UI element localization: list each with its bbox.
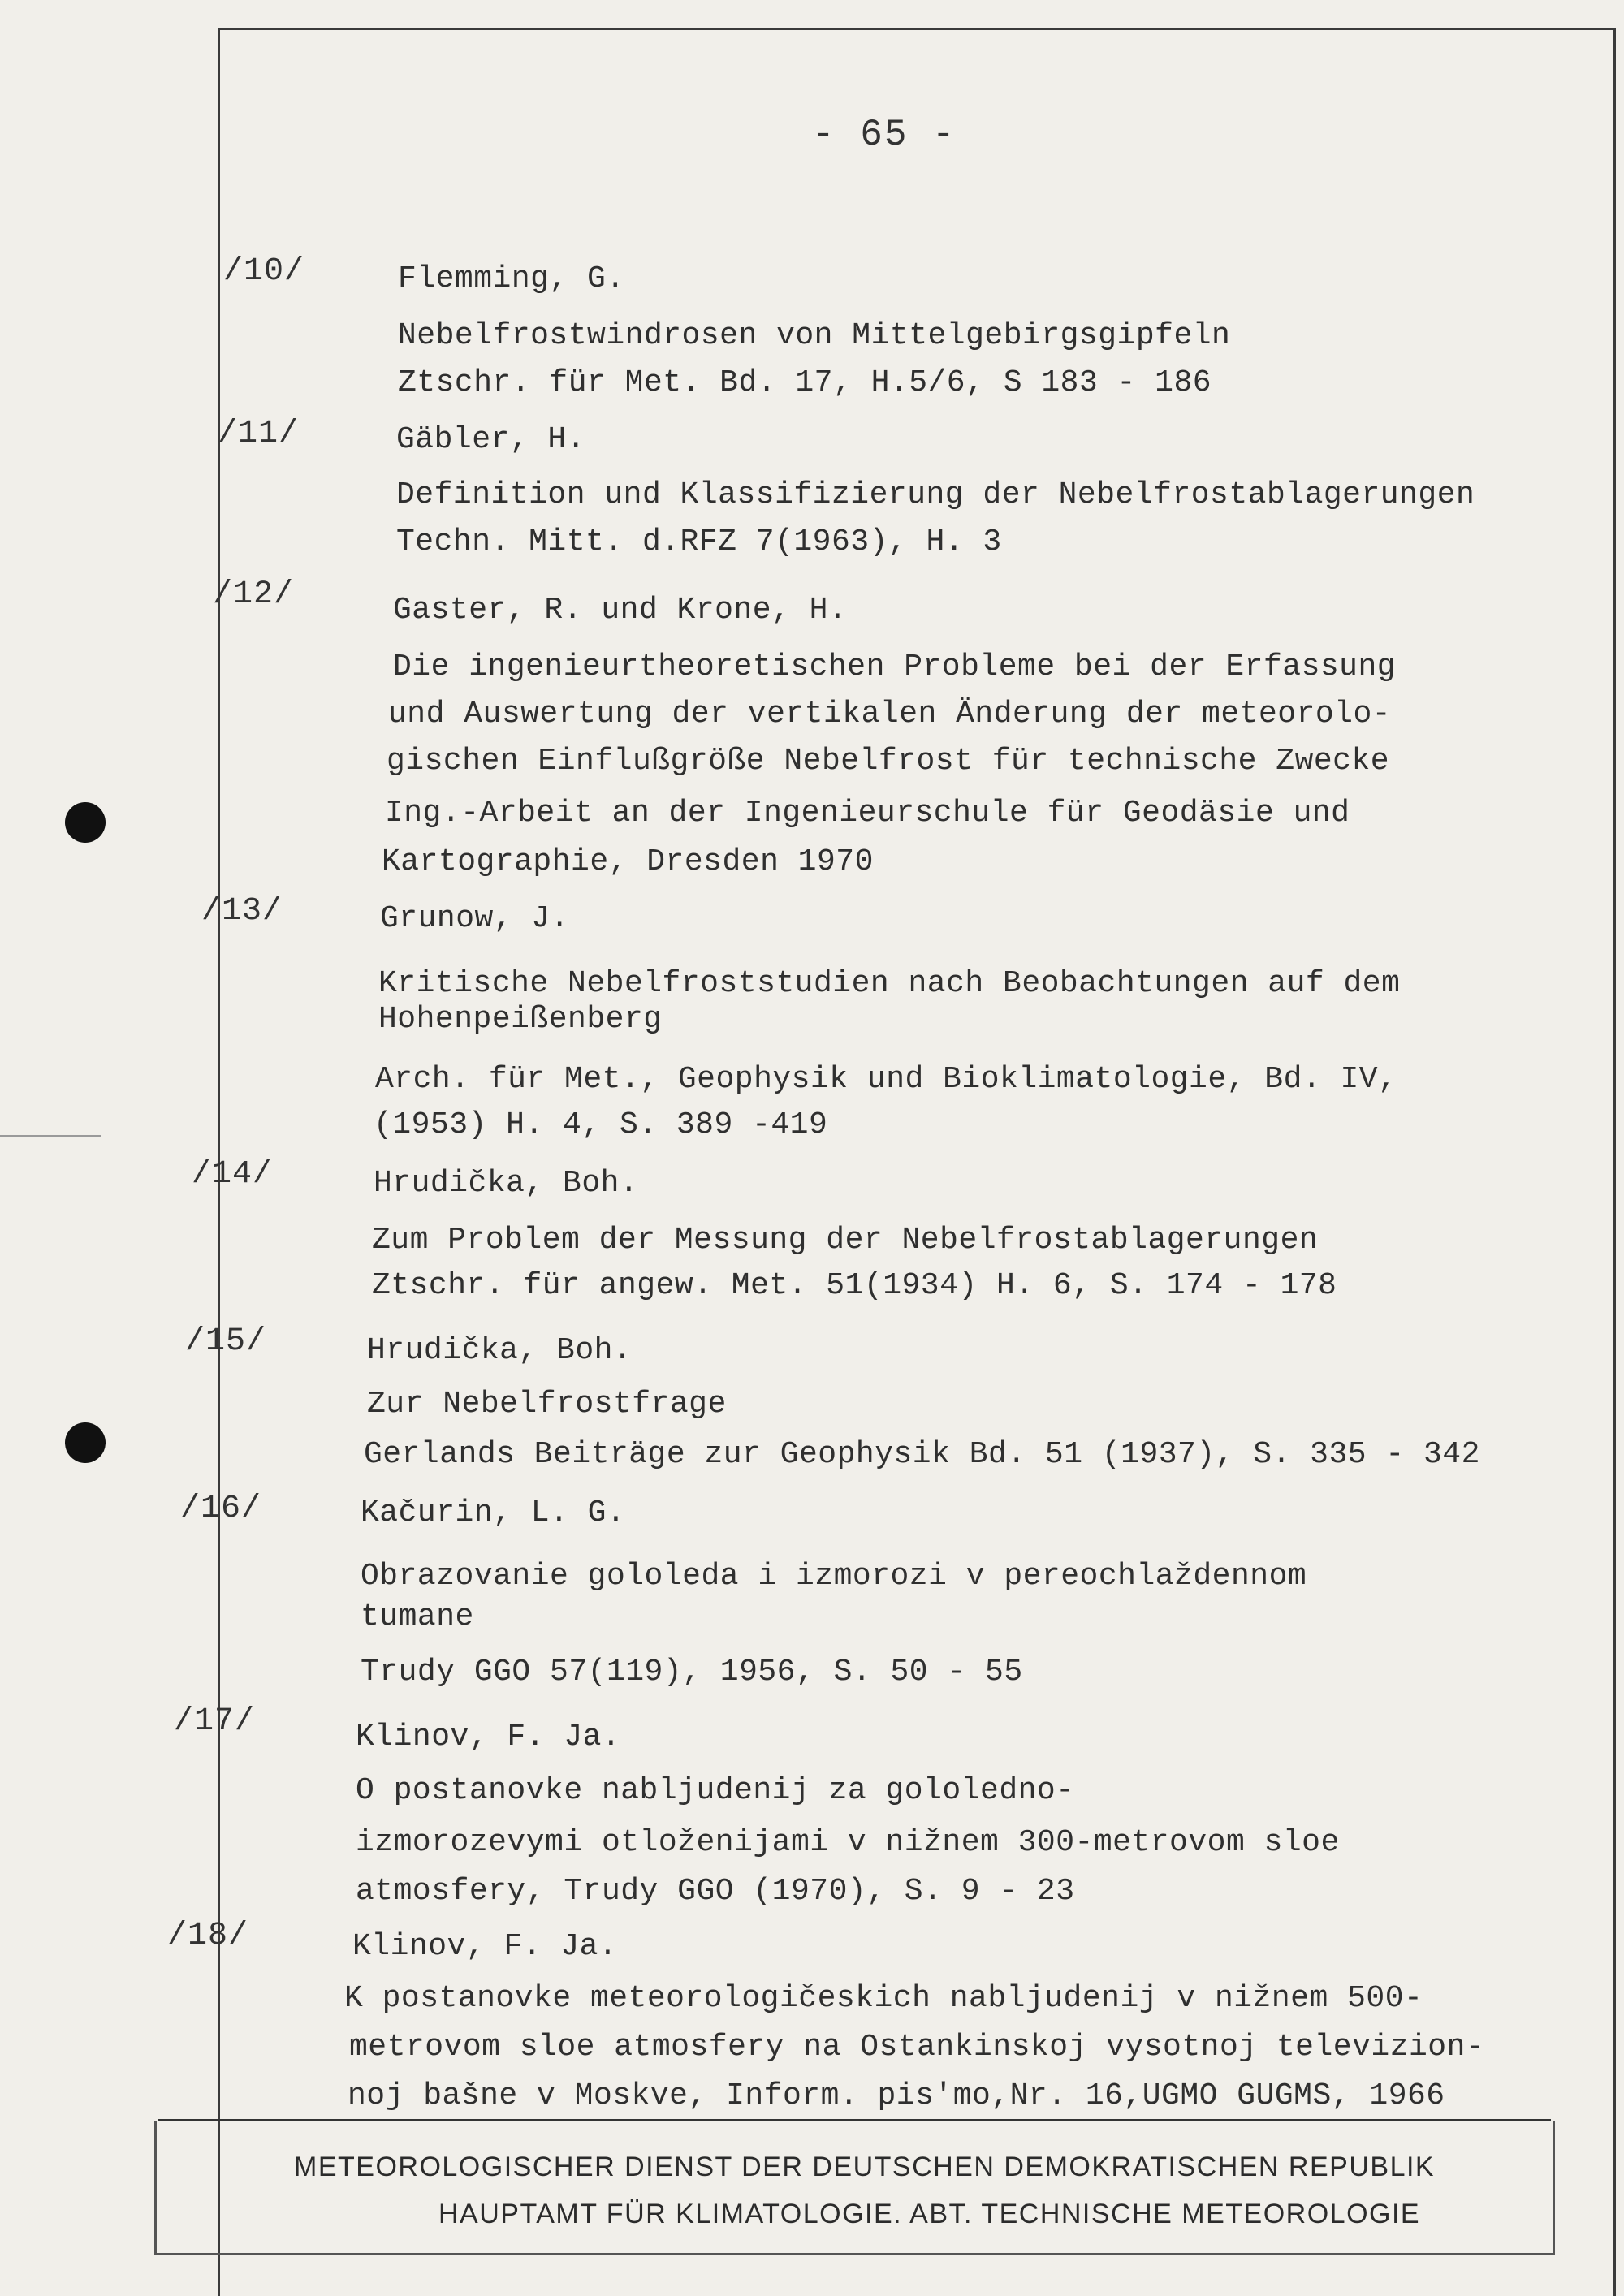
ref-title: tumane bbox=[361, 1599, 474, 1634]
ref-title: und Auswertung der vertikalen Änderung der meteorolo- bbox=[388, 697, 1392, 732]
ref-number: /10/ bbox=[223, 253, 305, 290]
ref-title: Zur Nebelfrostfrage bbox=[367, 1387, 727, 1422]
footer-box bbox=[154, 2121, 1555, 2255]
ref-number: /15/ bbox=[185, 1323, 267, 1360]
ref-author: Klinov, F. Ja. bbox=[352, 1929, 618, 1964]
ref-title: gischen Einflußgröße Nebelfrost für technische Zwecke bbox=[387, 744, 1390, 779]
ref-source: Ing.-Arbeit an der Ingenieurschule für Geodäsie und bbox=[385, 796, 1350, 831]
ref-author: Flemming, G. bbox=[398, 261, 625, 296]
margin-mark bbox=[0, 1135, 102, 1137]
ref-title: Die ingenieurtheoretischen Probleme bei der Erfassung bbox=[393, 650, 1397, 684]
ref-source: atmosfery, Trudy GGO (1970), S. 9 - 23 bbox=[356, 1874, 1075, 1909]
ref-author: Kačurin, L. G. bbox=[361, 1495, 626, 1530]
ref-number: /16/ bbox=[180, 1491, 262, 1527]
ref-author: Grunow, J. bbox=[380, 901, 570, 936]
ref-source: Techn. Mitt. d.RFZ 7(1963), H. 3 bbox=[396, 524, 1002, 559]
ref-title: Nebelfrostwindrosen von Mittelgebirgsgipfeln bbox=[398, 318, 1231, 353]
ref-author: Hrudička, Boh. bbox=[367, 1333, 633, 1368]
ref-number: /13/ bbox=[201, 893, 283, 930]
ref-source: Ztschr. für Met. Bd. 17, H.5/6, S 183 - 186 bbox=[398, 365, 1212, 400]
ref-source: Gerlands Beiträge zur Geophysik Bd. 51 (1937), S. 335 - 342 bbox=[364, 1437, 1480, 1472]
ref-number: /18/ bbox=[167, 1918, 249, 1954]
ref-source: noj bašne v Moskve, Inform. pis'mo,Nr. 16,UGMO GUGMS, 1966 bbox=[348, 2078, 1445, 2113]
footer-department: HAUPTAMT FÜR KLIMATOLOGIE. ABT. TECHNISCHE METEOROLOGIE bbox=[438, 2199, 1421, 2229]
ref-author: Hrudička, Boh. bbox=[374, 1166, 639, 1201]
ref-author: Klinov, F. Ja. bbox=[356, 1720, 621, 1754]
ref-source: (1953) H. 4, S. 389 -419 bbox=[374, 1107, 828, 1142]
ref-title: Definition und Klassifizierung der Nebelfrostablagerungen bbox=[396, 477, 1475, 512]
ref-author: Gaster, R. und Krone, H. bbox=[393, 593, 848, 628]
ref-source: Ztschr. für angew. Met. 51(1934) H. 6, S. 174 - 178 bbox=[372, 1268, 1337, 1303]
punch-hole-top bbox=[65, 802, 106, 843]
ref-number: /11/ bbox=[218, 416, 300, 452]
ref-title: O postanovke nabljudenij za gololedno- bbox=[356, 1773, 1075, 1808]
ref-number: /17/ bbox=[174, 1703, 256, 1740]
page-number: - 65 - bbox=[812, 114, 957, 156]
ref-source: Kartographie, Dresden 1970 bbox=[382, 844, 874, 879]
ref-number: /14/ bbox=[192, 1156, 274, 1193]
footer-institution: METEOROLOGISCHER DIENST DER DEUTSCHEN DEMOKRATISCHEN REPUBLIK bbox=[294, 2151, 1436, 2182]
ref-title: Hohenpeißenberg bbox=[378, 1002, 663, 1037]
ref-title: Kritische Nebelfroststudien nach Beobachtungen auf dem bbox=[378, 966, 1401, 1001]
ref-number: /12/ bbox=[213, 576, 295, 613]
ref-source: Trudy GGO 57(119), 1956, S. 50 - 55 bbox=[361, 1655, 1023, 1690]
ref-title: izmorozevymi otloženijami v nižnem 300-metrovom sloe bbox=[356, 1825, 1340, 1860]
ref-title: K postanovke meteorologičeskich nabljudenij v nižnem 500- bbox=[344, 1981, 1423, 2016]
ref-source: Arch. für Met., Geophysik und Bioklimatologie, Bd. IV, bbox=[375, 1062, 1397, 1097]
punch-hole-bottom bbox=[65, 1422, 106, 1463]
ref-title: Obrazovanie gololeda i izmorozi v pereochlaždennom bbox=[361, 1559, 1307, 1594]
ref-title: metrovom sloe atmosfery na Ostankinskoj vysotnoj televizion- bbox=[349, 2030, 1485, 2065]
ref-author: Gäbler, H. bbox=[396, 422, 586, 457]
ref-title: Zum Problem der Messung der Nebelfrostablagerungen bbox=[372, 1223, 1319, 1258]
